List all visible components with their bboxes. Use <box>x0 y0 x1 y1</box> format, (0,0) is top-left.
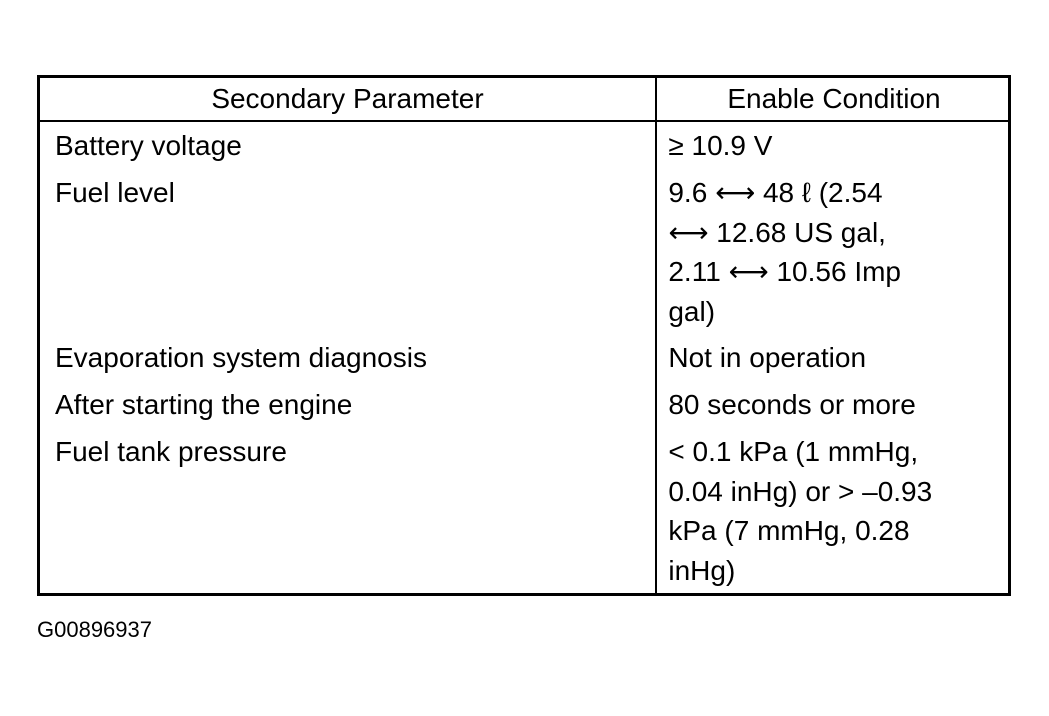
condition-line: 0.04 inHg) or > –0.93 <box>668 475 933 507</box>
parameter-cell: Evaporation system diagnosis <box>55 342 427 373</box>
table-body <box>40 122 1008 592</box>
header-secondary-parameter: Secondary Parameter <box>211 83 484 114</box>
parameter-cell: Fuel level <box>55 177 175 208</box>
condition-line: inHg) <box>668 554 736 586</box>
condition-line: Not in operation <box>668 342 867 373</box>
condition-cell <box>654 173 1008 338</box>
table-row <box>40 173 1008 338</box>
table-row <box>40 432 1008 592</box>
condition-cell <box>654 432 1008 592</box>
condition-line: 9.6 ⟷ 48 ℓ (2.54 <box>668 177 883 208</box>
enable-condition-table <box>37 75 1011 596</box>
condition-line: ⟷ 12.68 US gal, <box>668 216 886 248</box>
parameter-cell: Battery voltage <box>55 130 242 161</box>
table-row <box>40 338 1008 385</box>
condition-line: 80 seconds or more <box>668 389 916 420</box>
condition-line: gal) <box>668 295 716 327</box>
table-row <box>40 126 1008 173</box>
condition-cell <box>654 385 1008 432</box>
header-enable-condition: Enable Condition <box>727 83 941 114</box>
condition-line: 2.11 ⟷ 10.56 Imp <box>668 256 901 287</box>
condition-line: < 0.1 kPa (1 mmHg, <box>668 436 919 467</box>
table-header-row <box>40 78 1008 122</box>
parameter-cell: Fuel tank pressure <box>55 436 287 467</box>
condition-line: kPa (7 mmHg, 0.28 <box>668 515 910 546</box>
table-row <box>40 385 1008 432</box>
condition-cell <box>654 338 1008 385</box>
figure-id: G00896937 <box>37 617 152 642</box>
condition-cell <box>654 126 1008 173</box>
parameter-cell: After starting the engine <box>55 389 353 420</box>
condition-line: ≥ 10.9 V <box>668 130 773 161</box>
